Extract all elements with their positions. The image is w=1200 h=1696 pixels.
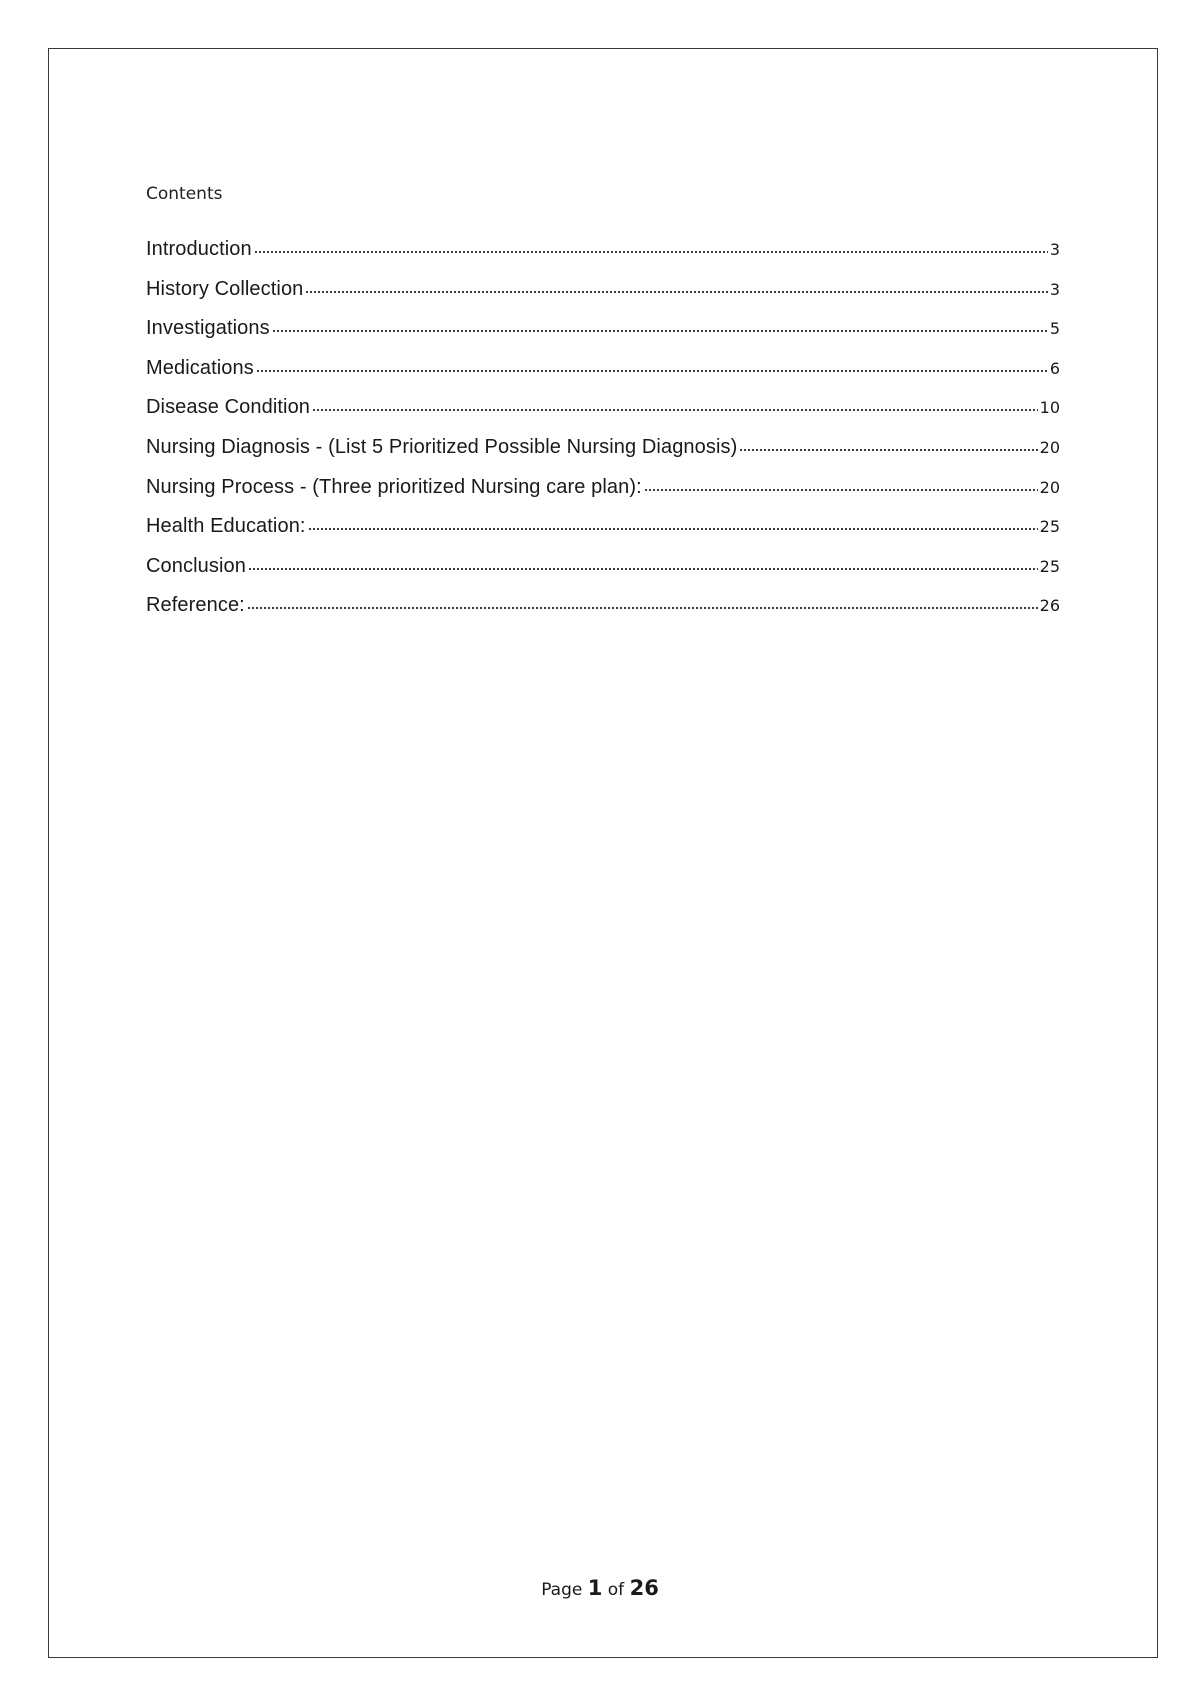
toc-entry-title: Medications — [146, 356, 254, 379]
toc-dot-leader — [254, 250, 1048, 254]
toc-entry-page: 10 — [1039, 398, 1060, 418]
toc-dot-leader — [248, 567, 1038, 571]
table-of-contents — [146, 238, 1060, 634]
toc-entry-page: 20 — [1039, 477, 1060, 497]
toc-entry[interactable] — [146, 555, 1060, 595]
toc-entry[interactable] — [146, 396, 1060, 436]
toc-entry-page: 5 — [1049, 319, 1060, 339]
toc-entry[interactable] — [146, 357, 1060, 397]
current-page-number: 1 — [587, 1576, 603, 1600]
toc-entry-title: Nursing Process - (Three prioritized Nursing care plan): — [146, 475, 642, 498]
toc-entry-title: Health Education: — [146, 515, 306, 538]
toc-entry[interactable] — [146, 594, 1060, 634]
toc-entry-page: 3 — [1049, 240, 1060, 259]
page-footer — [0, 1576, 1200, 1600]
toc-dot-leader — [739, 448, 1037, 452]
toc-entry-title: History Collection — [146, 277, 304, 300]
toc-entry[interactable] — [146, 238, 1060, 278]
toc-dot-leader — [308, 527, 1038, 531]
toc-entry-page: 20 — [1039, 437, 1060, 457]
toc-dot-leader — [312, 408, 1038, 412]
toc-entry-title: Disease Condition — [146, 396, 311, 419]
toc-entry[interactable] — [146, 436, 1060, 476]
toc-dot-leader — [272, 329, 1048, 333]
toc-entry[interactable] — [146, 515, 1060, 555]
toc-entry-page: 26 — [1039, 596, 1060, 616]
toc-entry-title: Reference: — [146, 594, 245, 617]
toc-entry[interactable] — [146, 278, 1060, 318]
of-label: of — [607, 1580, 625, 1600]
toc-dot-leader — [247, 606, 1038, 610]
toc-dot-leader — [305, 290, 1047, 294]
toc-entry[interactable] — [146, 476, 1060, 516]
toc-dot-leader — [256, 369, 1048, 373]
toc-entry[interactable] — [146, 317, 1060, 357]
toc-heading: Contents — [146, 184, 223, 204]
toc-entry-title: Conclusion — [146, 554, 246, 577]
total-pages-number: 26 — [629, 1576, 659, 1600]
toc-entry-page: 3 — [1049, 279, 1060, 299]
toc-entry-title: Introduction — [146, 238, 252, 260]
toc-entry-title: Investigations — [146, 317, 270, 340]
toc-dot-leader — [644, 488, 1038, 492]
toc-entry-page: 25 — [1039, 556, 1060, 576]
toc-entry-title: Nursing Diagnosis - (List 5 Prioritized Possible Nursing Diagnosis) — [146, 435, 738, 458]
toc-entry-page: 6 — [1049, 358, 1060, 378]
page-label: Page — [541, 1580, 583, 1600]
toc-entry-page: 25 — [1039, 517, 1060, 537]
